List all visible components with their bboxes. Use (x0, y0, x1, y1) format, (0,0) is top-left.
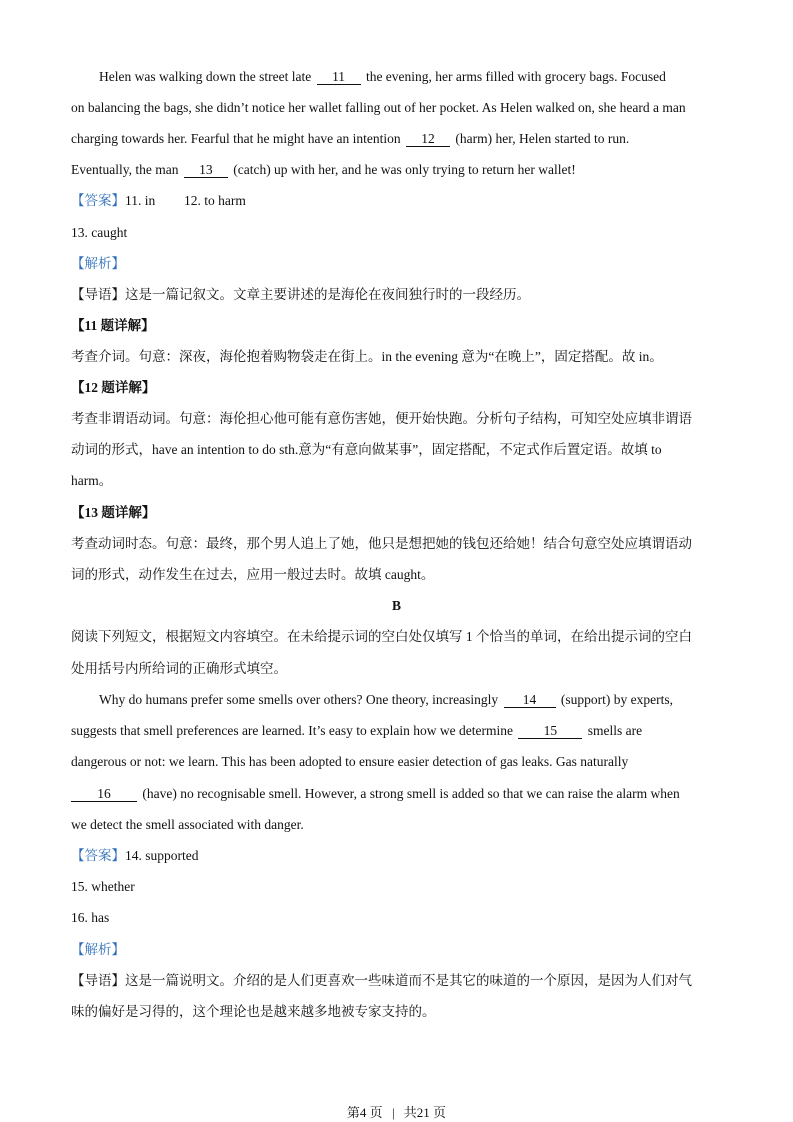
text: charging towards her. Fearful that he might have an intention (71, 131, 401, 146)
text: suggests that smell preferences are learned. It’s easy to explain how we determine (71, 723, 513, 738)
answers-a-line (71, 192, 726, 210)
text: the evening, her arms filled with grocery bags. Focused (365, 69, 666, 84)
passage-a-line-2: on balancing the bags, she didn’t notice her wallet falling out of her pocket. As Helen walked on, she heard a man (71, 100, 686, 115)
passage-b-line-2 (71, 722, 726, 740)
passage-b-line-3: dangerous or not: we learn. This has been adopted to ensure easier detection of gas leaks. Gas naturally (71, 754, 629, 769)
passage-a-line-3 (71, 130, 726, 148)
q13-body-2: 词的形式，动作发生在过去，应用一般过去时。故填 caught。 (71, 567, 435, 582)
q11-body: 考查介词。句意：深夜，海伦抱着购物袋走在街上。in the evening 意为“在晚上”，固定搭配。故 in。 (71, 349, 663, 364)
blank-14: 14 (504, 692, 556, 708)
guide-b-1: 【导语】这是一篇说明文。介绍的是人们更喜欢一些味道而不是其它的味道的一个原因，是因为人们对气 (71, 973, 692, 988)
blank-15: 15 (518, 723, 582, 739)
analysis-tag: 【解析】 (71, 256, 125, 271)
blank-11: 11 (317, 69, 361, 85)
answer-16: 16. has (71, 910, 110, 925)
answer-14: 14. supported (125, 848, 199, 863)
passage-b-line-4 (71, 785, 726, 803)
answer-12: 12. to harm (184, 193, 246, 208)
answer-15: 15. whether (71, 879, 135, 894)
q13-body-1: 考查动词时态。句意：最终，那个男人追上了她，他只是想把她的钱包还给她！结合句意空处应填谓语动 (71, 536, 692, 551)
answer-tag: 【答案】 (71, 848, 125, 863)
passage-b-line-1 (99, 691, 726, 709)
page-number: 第4 页 (346, 1105, 383, 1120)
text: (catch) up with her, and he was only trying to return her wallet! (233, 162, 576, 177)
q12-body-2: 动词的形式，have an intention to do sth.意为“有意向做某事”，固定搭配，不定式作后置定语。故填 to (71, 442, 662, 457)
answers-b-line (71, 847, 726, 865)
analysis-tag-b: 【解析】 (71, 942, 125, 957)
passage-a-line-1 (99, 68, 726, 86)
section-b-instruction-2: 处用括号内所给词的正确形式填空。 (71, 661, 287, 676)
q11-heading: 【11 题详解】 (71, 318, 155, 333)
text: Eventually, the man (71, 162, 179, 177)
q12-body-1: 考查非谓语动词。句意：海伦担心他可能有意伤害她，便开始快跑。分析句子结构，可知空处应填非谓语 (71, 411, 692, 426)
answer-13: 13. caught (71, 225, 128, 240)
passage-a-line-4 (71, 161, 726, 179)
guide-a: 【导语】这是一篇记叙文。文章主要讲述的是海伦在夜间独行时的一段经历。 (71, 287, 530, 302)
text: Helen was walking down the street late (99, 69, 312, 84)
text: (harm) her, Helen started to run. (455, 131, 630, 146)
section-b-label: B (391, 598, 401, 613)
answer-11: 11. in (125, 193, 156, 208)
blank-16: 16 (71, 786, 137, 802)
guide-b-2: 味的偏好是习得的，这个理论也是越来越多地被专家支持的。 (71, 1004, 436, 1019)
text: smells are (587, 723, 643, 738)
text: (have) no recognisable smell. However, a strong smell is added so that we can raise the alarm when (142, 786, 680, 801)
q12-body-3: harm。 (71, 473, 113, 488)
q12-heading: 【12 题详解】 (71, 380, 156, 395)
blank-13: 13 (184, 162, 228, 178)
text: Why do humans prefer some smells over others? One theory, increasingly (99, 692, 499, 707)
footer-separator: | (391, 1105, 395, 1120)
passage-b-line-5: we detect the smell associated with danger. (71, 817, 304, 832)
text: (support) by experts, (560, 692, 673, 707)
section-b-instruction-1: 阅读下列短文，根据短文内容填空。在未给提示词的空白处仅填写 1 个恰当的单词，在给出提示词的空白 (71, 629, 692, 644)
page-footer (0, 1104, 793, 1122)
blank-12: 12 (406, 131, 450, 147)
page-total: 共21 页 (403, 1105, 447, 1120)
q13-heading: 【13 题详解】 (71, 505, 156, 520)
answer-tag: 【答案】 (71, 193, 125, 208)
